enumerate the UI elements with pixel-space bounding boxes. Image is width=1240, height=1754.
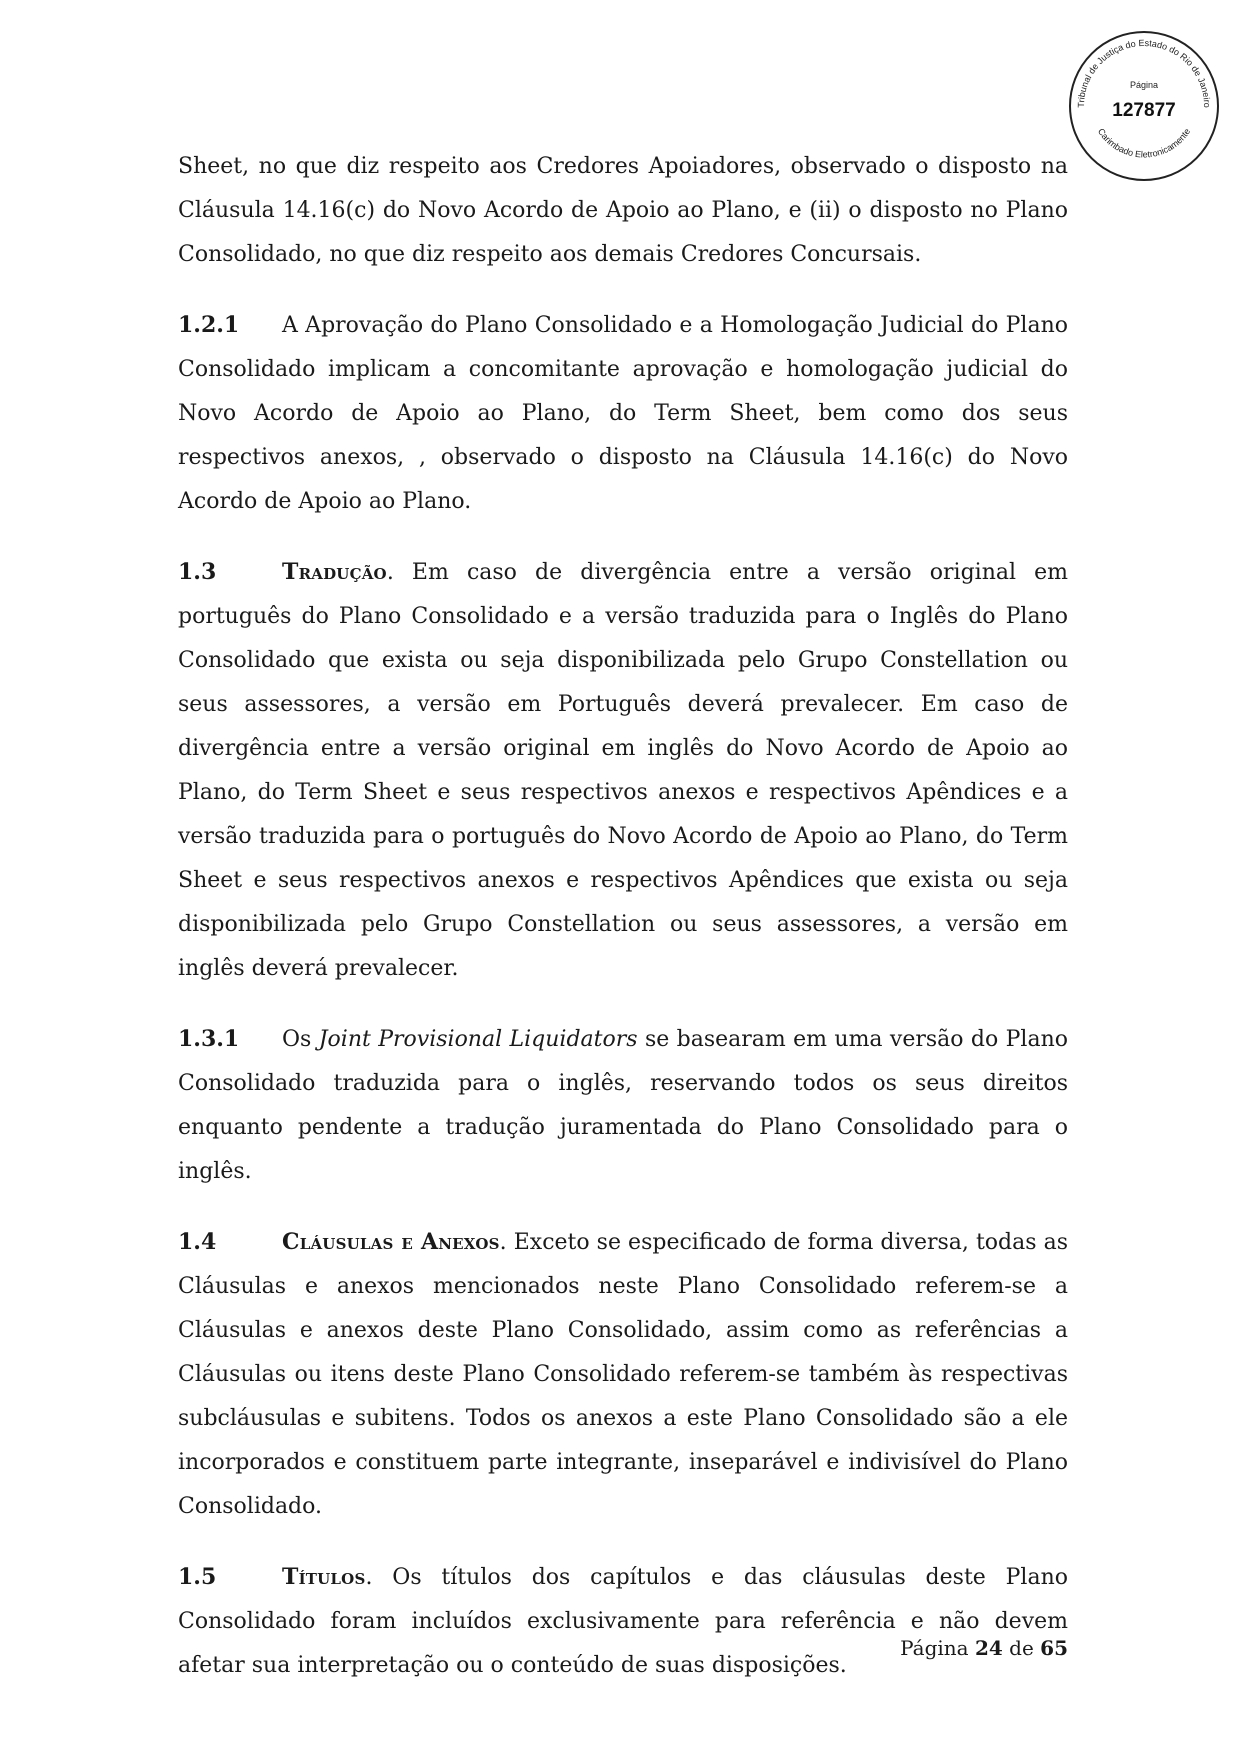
clause-1-5: 1.5 Títulos. Os títulos dos capítulos e das cláusulas deste Plano Consolidado foram incluídos exclusivamente para referência e não devem afetar sua interpretação ou o conteúdo de suas disposições. [178, 1555, 1068, 1688]
clause-caption: Cláusulas e Anexos [282, 1229, 500, 1255]
clause-1-3-1 [178, 1017, 1068, 1194]
clause-text: se basearam em uma versão do Plano Consolidado traduzida para o inglês, reservando todos os seus direitos enquanto pendente a tradução juramentada do Plano Consolidado para o inglês. [178, 1027, 1069, 1184]
footer-total-pages: 65 [1040, 1636, 1068, 1660]
document-body [178, 145, 1068, 1714]
clause-text: A Aprovação do Plano Consolidado e a Homologação Judicial do Plano Consolidado implicam a concomitante aprovação e homologação judicial do Novo Acordo de Apoio ao Plano, do Term Sheet, bem como dos seus respectivos anexos, , observado o disposto na Cláusula 14.16(c) do Novo Acordo de Apoio ao Plano. [178, 313, 1068, 514]
clause-text: Exceto se especificado de forma diversa, todas as Cláusulas e anexos mencionados neste Plano Consolidado referem-se a Cláusulas e anexos deste Plano Consolidado, assim como as referências a Cláusulas ou itens deste Plano Consolidado referem-se também às respectivas subcláusulas e subitens. Todos os anexos a este Plano Consolidado são a ele incorporados e constituem parte integrante, inseparável e indivisível do Plano Consolidado. [178, 1230, 1068, 1519]
footer-label: Página [900, 1636, 969, 1660]
footer-current-page: 24 [974, 1636, 1003, 1660]
page-footer [900, 1634, 1068, 1662]
clause-number: 1.3.1 [178, 1026, 240, 1052]
clause-number: 1.4 [178, 1229, 217, 1255]
clause-number: 1.5 [178, 1564, 217, 1590]
footer-separator: de [1009, 1636, 1034, 1660]
stamp-label: Página [1129, 80, 1159, 90]
clause-1-3: 1.3 Tradução. Em caso de divergência entre a versão original em português do Plano Consolidado e a versão traduzida para o Inglês do Plano Consolidado que exista ou seja disponibilizada pelo Grupo Constellation ou seus assessores, a versão em Português deverá prevalecer. Em caso de divergência entre a versão original em inglês do Novo Acordo de Apoio ao Plano, do Term Sheet e seus respectivos anexos e respectivos Apêndices e a versão traduzida para o português do Novo Acordo de Apoio ao Plano, do Term Sheet e seus respectivos anexos e respectivos Apêndices que exista ou seja disponibilizada pelo Grupo Constellation ou seus assessores, a versão em inglês deverá prevalecer. [178, 550, 1068, 991]
clause-caption: Tradução [282, 559, 387, 585]
clause-text: Em caso de divergência entre a versão original em português do Plano Consolidado e a versão traduzida para o Inglês do Plano Consolidado que exista ou seja disponibilizada pelo Grupo Constellation ou seus assessores, a versão em Português deverá prevalecer. Em caso de divergência entre a versão original em inglês do Novo Acordo de Apoio ao Plano, do Term Sheet e seus respectivos anexos e respectivos Apêndices e a versão traduzida para o português do Novo Acordo de Apoio ao Plano, do Term Sheet e seus respectivos anexos e respectivos Apêndices que exista ou seja disponibilizada pelo Grupo Constellation ou seus assessores, a versão em inglês deverá prevalecer. [178, 560, 1068, 981]
clause-1-2-1 [178, 303, 1068, 524]
court-stamp [1064, 26, 1224, 186]
clause-caption: Títulos [282, 1564, 366, 1590]
continuation-text: Sheet, no que diz respeito aos Credores Apoiadores, observado o disposto na Cláusula 14.16(c) do Novo Acordo de Apoio ao Plano, e (ii) o disposto no Plano Consolidado, no que diz respeito aos demais Credores Concursais. [178, 154, 1068, 267]
svg-text:Carimbado Eletronicamente [1096, 127, 1192, 160]
stamp-number: 127877 [1112, 100, 1176, 121]
clause-number: 1.2.1 [178, 312, 240, 338]
clause-text: Os títulos dos capítulos e das cláusulas deste Plano Consolidado foram incluídos exclusivamente para referência e não devem afetar sua interpretação ou o conteúdo de suas disposições. [178, 1565, 1068, 1678]
clause-number: 1.3 [178, 559, 217, 585]
clause-emphasis: Joint Provisional Liquidators [318, 1027, 638, 1052]
stamp-arc-top: Tribunal de Justiça do Estado do Rio de Janeiro [1075, 37, 1213, 108]
clause-prefix: Os [282, 1027, 312, 1052]
continuation-paragraph [178, 145, 1068, 277]
stamp-arc-bottom: Carimbado Eletronicamente [1095, 126, 1193, 160]
clause-1-4: 1.4 Cláusulas e Anexos. Exceto se especificado de forma diversa, todas as Cláusulas e anexos mencionados neste Plano Consolidado referem-se a Cláusulas e anexos deste Plano Consolidado, assim como as referências a Cláusulas ou itens deste Plano Consolidado referem-se também às respectivas subcláusulas e subitens. Todos os anexos a este Plano Consolidado são a ele incorporados e constituem parte integrante, inseparável e indivisível do Plano Consolidado. [178, 1220, 1068, 1529]
